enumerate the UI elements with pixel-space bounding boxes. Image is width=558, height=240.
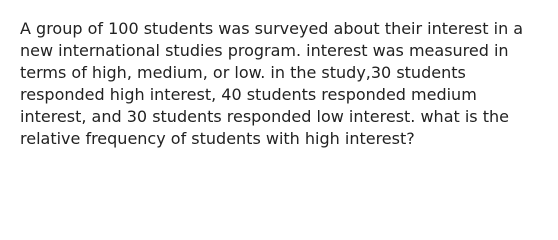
question-text: [20, 18, 540, 150]
question-line: A group of 100 students was surveyed about their interest in a: [20, 19, 524, 38]
question-line: relative frequency of students with high interest?: [20, 129, 415, 148]
question-line: terms of high, medium, or low. in the study,30 students: [20, 63, 466, 82]
question-line: interest, and 30 students responded low interest. what is the: [20, 107, 509, 126]
question-line: responded high interest, 40 students responded medium: [20, 85, 477, 104]
question-line: new international studies program. interest was measured in: [20, 41, 509, 60]
